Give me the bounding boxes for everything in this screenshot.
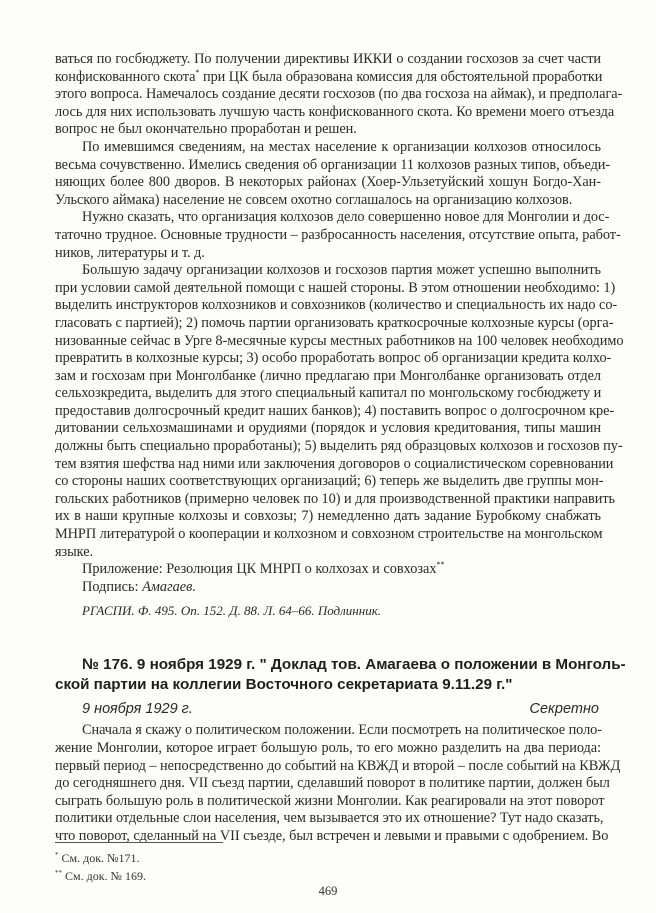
page-number: 469 bbox=[318, 884, 338, 898]
text-line: лось для них использовать лучшую часть конфискованного скота. Ко времени моего отъезда bbox=[55, 103, 615, 120]
text-line: вопрос не был окончательно проработан и решен. bbox=[55, 121, 357, 138]
text-line: зам и госхозам при Монголбанке (лично предлагаю при Монголбанке организовать отдел bbox=[55, 367, 601, 384]
classification-label: Секретно bbox=[529, 701, 599, 718]
text-line: Ульского аймака) население не совсем охотно соглашалось на организацию колхозов. bbox=[55, 191, 573, 208]
text-line: МНРП литературой о кооперации и колхозном и совхозном строительстве на монгольском bbox=[55, 526, 603, 543]
footnote-text: См. док. №171. bbox=[58, 851, 140, 865]
footnote-mark: ** bbox=[55, 868, 62, 877]
title-line: ской партии на коллегии Восточного секретариата 9.11.29 г." bbox=[55, 676, 513, 694]
document-meta bbox=[55, 701, 601, 717]
footnote-mark: * bbox=[195, 67, 200, 77]
footnote-text: См. док. № 169. bbox=[62, 868, 146, 883]
footnote-1 bbox=[55, 848, 146, 866]
text-line: предоставив долгосрочный кредит наших банков); 4) поставить вопрос о долгосрочном кре- bbox=[55, 402, 615, 419]
text-line: гольских работников (примерно человек по 10) и для производственной практики направить bbox=[55, 490, 616, 507]
text-line: ников, литературы и т. д. bbox=[55, 244, 205, 261]
paragraph-kolkhoz-sentiment bbox=[55, 138, 611, 209]
text-line: По имевшимся сведениям, на местах население к организации колхозов относилось bbox=[82, 138, 601, 155]
title-line: № 176. 9 ноября 1929 г. " Доклад тов. Амагаева о положении в Монголь- bbox=[82, 656, 626, 674]
text-line: сельхозкредита, выделить для этого специальный капитал по монгольскому госбюджету и bbox=[55, 385, 602, 402]
text-line: должны быть специально проработаны); 5) выделить ряд образцовых колхозов и госхозов пу- bbox=[55, 438, 623, 455]
text-line: дитовании сельхозмашинами и орудиями (порядок и условия кредитования, типы машин bbox=[55, 420, 601, 437]
text-line: гласовать с партией); 2) помочь партии организовать краткосрочные колхозные курсы (орга- bbox=[55, 314, 614, 331]
document-date: 9 ноября 1929 г. bbox=[82, 701, 193, 718]
footnote-2 bbox=[55, 866, 146, 884]
text-line: выделить инструкторов колхозников и совхозников (количество и специальность их надо со- bbox=[55, 297, 618, 314]
document-title bbox=[55, 655, 626, 695]
text-line: тем взятия шефства над ними или заключения договоров о социалистическом соревновании bbox=[55, 455, 614, 472]
report-body-paragraph bbox=[55, 722, 621, 845]
text-line: со стороны наших соответствующих организаций; 6) теперь же выделить две группы мон- bbox=[55, 473, 604, 490]
signature-line bbox=[55, 579, 601, 597]
text-line: сыграть большую роль в политической жизни Монголии. Как реагировали на этот поворот bbox=[55, 792, 605, 809]
continued-paragraph bbox=[55, 51, 623, 139]
text-line: при условии самой деятельной помощи с нашей стороны. В этом отношении необходимо: 1) bbox=[55, 279, 616, 296]
text-line: весьма сочувственно. Имелись сведения об организации 11 колхозов разных типов, объеди- bbox=[55, 156, 611, 173]
text-line: этого вопроса. Намечалось создание десяти госхозов (по два госхоза на аймак), и предполага- bbox=[55, 86, 623, 103]
paragraph-proposals bbox=[55, 262, 624, 561]
signature-name: Амагаев. bbox=[142, 578, 196, 595]
text-line: жение Монголии, которое играет большую роль, то его можно разделить на два периода: bbox=[55, 740, 601, 756]
footnote-mark: ** bbox=[436, 560, 445, 570]
text-line: Нужно сказать, что организация колхозов дело совершенно новое для Монголии и дос- bbox=[82, 209, 610, 226]
text-line: до сегодняшнего дня. VII съезд партии, сделавший поворот в политике партии, должен был bbox=[55, 775, 610, 792]
text-line: политики отдельные слои населения, чем вызывается это их отношение? Тут надо сказать, bbox=[55, 810, 604, 827]
signature-label: Подпись: bbox=[82, 578, 143, 595]
text-line: низованные сейчас в Урге 8-месячные курсы местных работников на 100 человек необходимо bbox=[55, 332, 624, 349]
text-line: превратить в колхозные курсы; 3) особо проработать вопрос об организации кредита колхо- bbox=[55, 350, 612, 367]
document-page bbox=[55, 51, 626, 846]
text-line: конфискованного скота* при ЦК была образована комиссия для обстоятельной проработки bbox=[55, 67, 603, 85]
text-line: первый период – непосредственно до событий на КВЖД и второй – после событий на КВЖД bbox=[55, 757, 621, 774]
paragraph-difficulties bbox=[55, 209, 621, 262]
appendix-label: Приложение: Резолюция ЦК МНРП о колхозах и совхозах bbox=[82, 561, 437, 578]
text-line: Большую задачу организации колхозов и госхозов партия может успешно выполнить bbox=[82, 262, 601, 279]
text-line: что поворот, сделанный на VII съезде, был встречен и левыми и правыми с одобрением. Во bbox=[55, 827, 609, 844]
text-line: их в наши крупные колхозы и совхозы; 7) немедленно дать задание Буробкому снабжать bbox=[55, 508, 601, 525]
text-line: Сначала я скажу о политическом положении. Если посмотреть на политическое поло- bbox=[82, 722, 602, 739]
text-line: языке. bbox=[55, 543, 94, 560]
appendix-line bbox=[55, 561, 601, 579]
footnotes bbox=[55, 848, 146, 883]
text-line: ваться по госбюджету. По получении директивы ИККИ о создании госхозов за счет части bbox=[55, 51, 601, 67]
footnote-mark: * bbox=[55, 851, 59, 859]
text-line: таточно трудное. Основные трудности – разбросанность населения, отсутствие опыта, работ- bbox=[55, 226, 621, 243]
footnote-divider bbox=[55, 842, 223, 843]
archive-reference: РГАСПИ. Ф. 495. Оп. 152. Д. 88. Л. 64–66. Подлинник. bbox=[82, 603, 382, 619]
text-line: няющих более 800 дворов. В некоторых районах (Хоер-Ульзетуйский хошун Богдо-Хан- bbox=[55, 174, 601, 191]
